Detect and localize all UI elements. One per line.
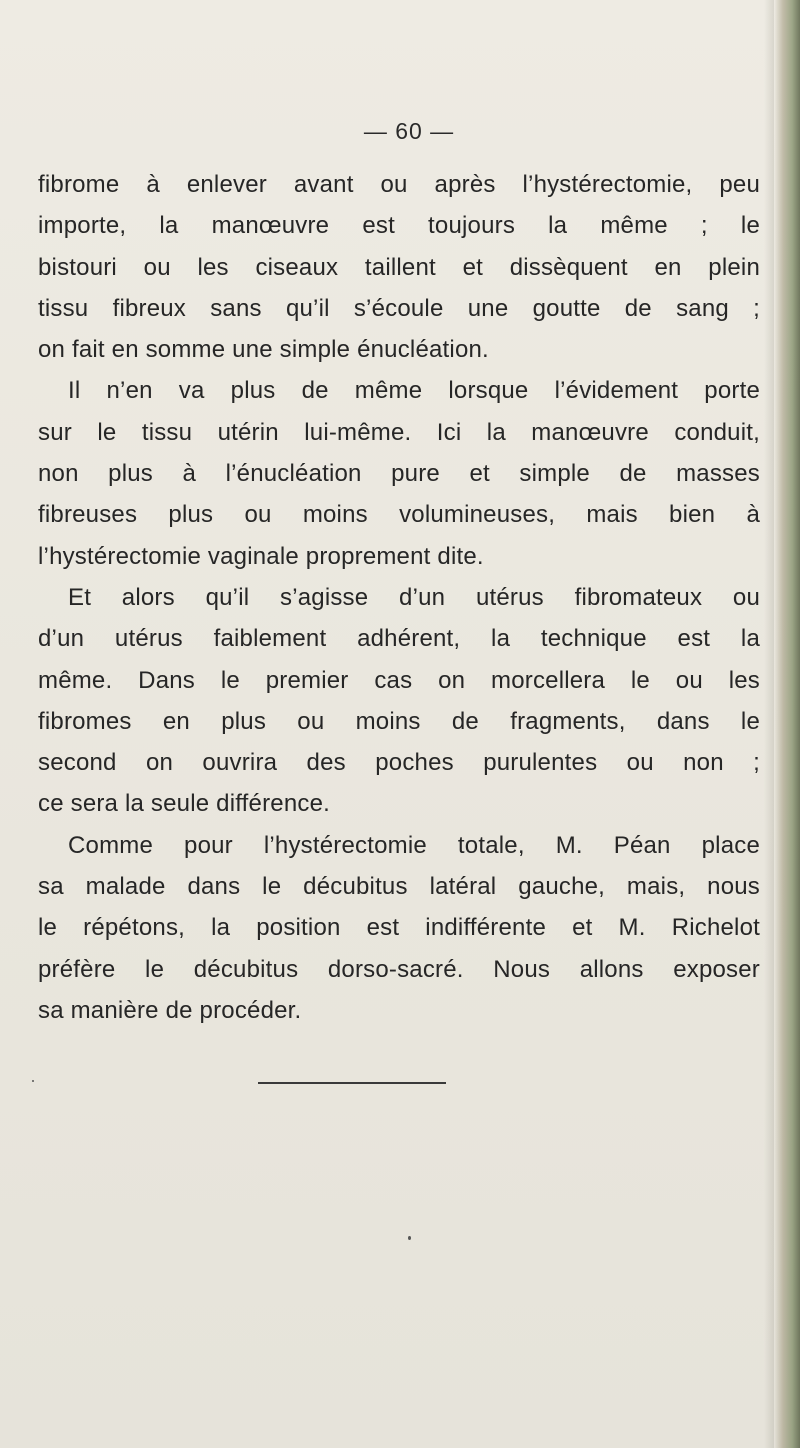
text-line: l’hystérectomie vaginale proprement dite. bbox=[38, 542, 484, 570]
text-line: fibrome à enlever avant ou après l’hystérectomie, peu bbox=[38, 171, 760, 198]
text-line: préfère le décubitus dorso-sacré. Nous allons exposer bbox=[38, 955, 760, 983]
text-line: fibromes en plus ou moins de fragments, dans le bbox=[38, 707, 760, 735]
text-line: ce sera la seule différence. bbox=[38, 790, 330, 818]
text-line: bistouri ou les ciseaux taillent et dissèquent en plein bbox=[38, 253, 760, 281]
text-line: importe, la manœuvre est toujours la même ; le bbox=[38, 212, 760, 240]
page-number: — 60 — bbox=[363, 118, 455, 144]
text-line: Il n’en va plus de même lorsque l’évidement porte bbox=[68, 377, 760, 405]
text-line: on fait en somme une simple énucléation. bbox=[38, 336, 489, 364]
body-text bbox=[38, 164, 760, 1031]
end-rule-divider bbox=[258, 1082, 446, 1084]
text-line: sur le tissu utérin lui-même. Ici la manœuvre conduit, bbox=[38, 418, 760, 446]
text-line: Et alors qu’il s’agisse d’un utérus fibromateux ou bbox=[68, 583, 760, 611]
paper-speck bbox=[408, 1236, 411, 1240]
paper-speck bbox=[32, 1080, 34, 1082]
text-line: tissu fibreux sans qu’il s’écoule une goutte de sang ; bbox=[38, 294, 760, 322]
text-line: même. Dans le premier cas on morcellera le ou les bbox=[38, 666, 760, 694]
text-line: d’un utérus faiblement adhérent, la technique est la bbox=[38, 625, 760, 653]
text-line: fibreuses plus ou moins volumineuses, mais bien à bbox=[38, 501, 760, 529]
text-line: sa malade dans le décubitus latéral gauche, mais, nous bbox=[38, 873, 760, 901]
binding-shadow bbox=[764, 0, 774, 1448]
text-line: Comme pour l’hystérectomie totale, M. Péan place bbox=[68, 831, 760, 859]
page-binding-edge bbox=[774, 0, 800, 1448]
text-line: second on ouvrira des poches purulentes ou non ; bbox=[38, 749, 760, 777]
text-line: sa manière de procéder. bbox=[38, 996, 302, 1024]
text-line: non plus à l’énucléation pure et simple de masses bbox=[38, 460, 760, 488]
text-line: le répétons, la position est indifférente et M. Richelot bbox=[38, 914, 760, 942]
